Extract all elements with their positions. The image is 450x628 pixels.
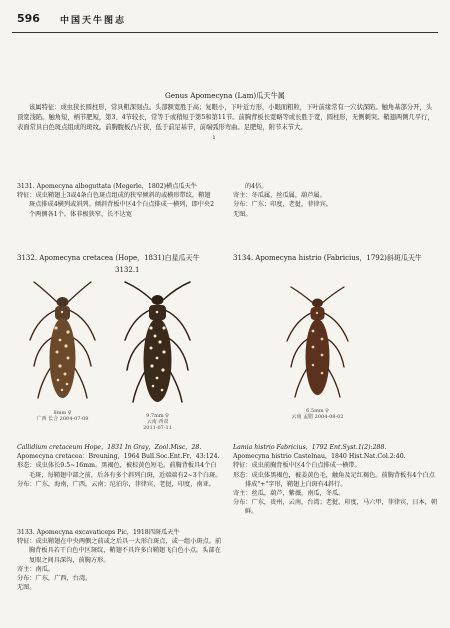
images-3131: 无图。 <box>233 210 252 218</box>
host-3131: 寄主：冬瓜属，丝瓜属，葫芦属。 <box>233 192 326 200</box>
species-3131-traits: 特征：成虫鞘翅上3或4条白色斑点组成的狭窄倾斜的或横形带纹，鞘翅斑点排成4横列或斜列。倾斜背板中区4个白点排成一横列，即中央2个两侧各1个。体非极狭窄，长不达宽 <box>17 192 215 218</box>
species-3131-title: 3131. Apomecyna alboguttata (Megerle，1802)横点瓜天牛 <box>17 183 197 190</box>
traits-continuation: 的4倍。 <box>245 183 268 190</box>
morphology-3132: 形态：成虫体长9.5~16mm。黑褐色，被棕黄色短毛。前胸背板具4个白毛斑，每鞘翅中部之前，后各有多个斜列白斑，近端端有2~3个白斑。 <box>17 462 222 479</box>
morphology-3134: 形态：成虫体黑褐色，被姜黄色毛，触角及足红褐色。前胸背板有4个白点排成"+"字形，鞘翅上白斑有4斜行。 <box>233 471 435 488</box>
genus-description: 该属特征：成虫狭长圆柱形，常具粗深刻点。头部额宽胜于高；复眼小，下叶近方形，小眼面粗粒，下叶前缘常有一穴状深陷。触角基部分开，头顶宽浅陷。触角短，柄节肥短，第3、4节较长，常等于或稍短于第5和第11节。前胸背板长宽略等或长胜于宽，圆柱形，无侧刺突。鞘翅两侧几平行，表面常具白色斑点组成的斑纹。前胸腹板凸片狭，低于前足基节，前端弧形弯曲。足肥短，附节末节大。 <box>17 104 434 131</box>
synonym-3132-1: Callidium cretaceum Hope，1831 In Gray，Zool.Misc，28. <box>17 444 202 451</box>
header-rule <box>12 32 438 33</box>
species-3133-traits: 特征：成虫鞘翅在中央两侧之前或之后具一大形白斑点，或一组小斑点。前胸背板具若干白色中区斑纹，鞘翅不具许多白鞘翅飞白色小点。头部在复眼之间具深沟，前胸方形。 <box>17 538 222 564</box>
photo-2-caption <box>115 413 200 431</box>
beetle-photo-2 <box>115 278 200 413</box>
photo-3-size: 6.5mm ♀ <box>306 408 329 414</box>
genus-title: Genus Apomecyna (Lam)瓜天牛属 <box>165 91 285 100</box>
synonym-3132-2: Apomecyna cretacea：Breuning，1964 Bull.Soc.Ent.Fr，43:124. <box>17 453 220 461</box>
photo-3-caption <box>275 408 360 420</box>
beetle-photo-3 <box>275 283 360 408</box>
species-3131-block <box>17 182 215 219</box>
photo-2-size: 9.7mm ♀ <box>146 413 169 419</box>
species-3133-title: 3133. Apomecyna excavaticeps Pic，1918四斑瓜天牛 <box>17 529 180 536</box>
synonym-3134-2: Apomecyna histrio Castelnau，1840 Hist.Nat.Col.2:40. <box>233 453 406 461</box>
beetle-photo-1 <box>20 280 105 410</box>
distribution-3133: 分布：广东，广西，台湾。 <box>17 575 92 583</box>
species-3132-title: 3132. Apomecyna cretacea (Hope，1831)白星瓜天牛 <box>17 254 200 262</box>
host-3133: 寄主：南瓜。 <box>17 565 55 573</box>
book-title: 中国天牛图志 <box>60 16 127 26</box>
species-3133-block <box>17 528 222 592</box>
species-3132-text <box>17 443 222 489</box>
species-3134-title: 3134. Apomecyna histrio (Fabricius，1792)斜斑瓜天牛 <box>233 254 422 262</box>
traits-3134: 特征：成虫前胸背板中区4个白点排成一横带。 <box>233 462 361 470</box>
photo-2-locality: 云南 西双 <box>146 419 169 425</box>
species-3134-text <box>233 443 438 517</box>
plate-number: 3132.1 <box>115 266 140 274</box>
page-number: 596 <box>17 12 40 25</box>
section-mark: ı <box>213 134 215 141</box>
distribution-3134: 分布：广东，贵州，云南，台湾；老挝，印度，马六甲，菲律宾，日本，朝鲜。 <box>233 499 438 516</box>
synonym-3134-1: Lamia histrio Fabricius，1792 Ent.Syst.1(2):288. <box>233 444 387 451</box>
photo-2-date: 2011-07-11 <box>143 425 172 431</box>
distribution-3132: 分布：广东，海南，广西，云南；尼泊尔，菲律宾，老挝，印度，南亚。 <box>17 480 215 488</box>
images-3133: 无图。 <box>17 584 36 592</box>
distribution-3131: 分布：广东；印度，老挝，菲律宾。 <box>233 201 332 209</box>
photo-1-caption <box>20 410 105 422</box>
photo-3-locality: 云南 孟腊 2004-08-02 <box>291 414 344 420</box>
species-3131-continued <box>233 182 433 219</box>
photo-1-size: 8mm ♀ <box>53 410 72 416</box>
host-3134: 寄主：丝瓜，葫芦，紫薇，南瓜，冬瓜。 <box>233 490 345 498</box>
photo-1-locality: 广西 长合 2004-07-09 <box>36 416 89 422</box>
